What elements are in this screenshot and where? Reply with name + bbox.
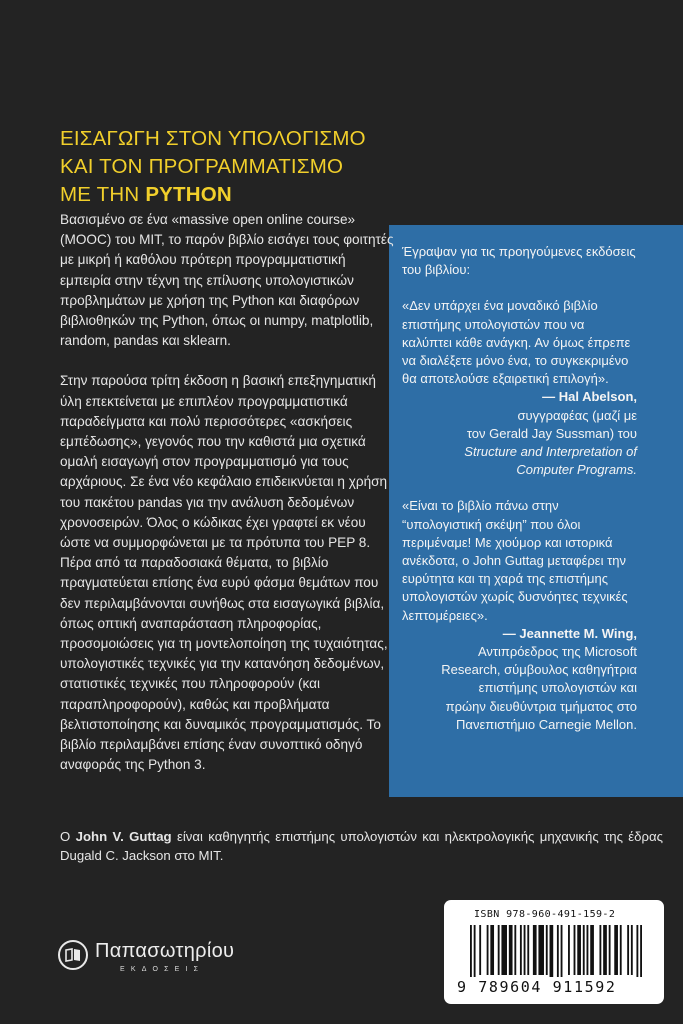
quote-2-text: «Είναι το βιβλίο πάνω στην “υπολογιστική σκέψη” που όλοι περιμέναμε! Με χιούμορ και ιστορικά ανέκδοτα, ο John Guttag μεταφέρει την ευρύτητα και τη χαρά της επιστήμης υπολογιστών χωρίς δυσνόητες τεχνικές λεπτομέρειες». bbox=[402, 498, 628, 623]
description-paragraph-2: Στην παρούσα τρίτη έκδοση η βασική επεξηγηματική ύλη επεκτείνεται με επιπλέον προγραμματιστικά παραδείγματα και πολύ περισσότερες «ασκήσεις εμπέδωσης», γεγονός που την καθιστά μια σχετικά ομαλή εισαγωγή στον προγραμματισμό για τους αρχάριους. Σε ένα νέο κεφάλαιο επιδεικνύεται η χρήση του πακέτου pandas για την ανάλυση δεδομένων χρονοσειρών. Όλος ο κώδικας έχει γραφτεί εκ νέου ώστε να συμμορφώνεται με τα πρότυπα του PEP 8. Πέρα από τα παραδοσιακά θέματα, το βιβλίο πραγματεύεται επίσης ένα ευρύ φάσμα θεμάτων που δεν περιλαμβάνονται συνήθως στα εισαγωγικά βιβλία, όπως οπτική αναπαράσταση πληροφορίας, προσομοιώσεις για τη μοντελοποίηση της τυχαιότητας, υπολογιστικές τεχνικές για την κατανόηση δεδομένων, στατιστικές τεχνικές που πληροφορούν (και παραπληροφορούν), καθώς και προβλήματα βελτιστοποίησης και δυναμικός προγραμματισμός. Το βιβλίο περιλαμβάνει επίσης έναν συνοπτικό οδηγό αναφοράς της Python 3. bbox=[60, 373, 388, 773]
quote-1-book-2: Computer Programs. bbox=[516, 462, 637, 478]
quote-1-role-1: συγγραφέας (μαζί με bbox=[517, 407, 637, 423]
quote-1-attribution bbox=[402, 388, 637, 479]
author-name: John V. Guttag bbox=[75, 829, 172, 844]
quote-2-role-4: πρώην διευθύντρια τμήματος στο bbox=[445, 698, 637, 714]
barcode-icon bbox=[470, 925, 642, 977]
quote-1-role-2: τον Gerald Jay Sussman) του bbox=[466, 425, 637, 441]
quote-2-role-3: επιστήμης υπολογιστών και bbox=[478, 680, 637, 696]
barcode-box bbox=[444, 900, 664, 1004]
quote-2-role-2: Research, σύμβουλος καθηγήτρια bbox=[441, 662, 637, 678]
book-title bbox=[60, 125, 460, 209]
title-line-2: ΚΑΙ ΤΟΝ ΠΡΟΓΡΑΜΜΑΤΙΣΜΟ bbox=[60, 155, 344, 178]
title-line-3: ΜΕ ΤΗΝ PYTHON bbox=[60, 183, 232, 206]
quote-1-author: — Hal Abelson, bbox=[542, 389, 637, 405]
praise-panel bbox=[389, 225, 683, 797]
quote-2-role-5: Πανεπιστήμιο Carnegie Mellon. bbox=[456, 716, 637, 732]
title-line-1: ΕΙΣΑΓΩΓΗ ΣΤΟΝ ΥΠΟΛΟΓΙΣΜΟ bbox=[60, 127, 366, 150]
praise-intro: Έγραψαν για τις προηγούμενες εκδόσεις του βιβλίου: bbox=[402, 244, 636, 278]
isbn-label: ISBN 978-960-491-159-2 bbox=[474, 909, 616, 920]
publisher-name: Παπασωτηρίου bbox=[95, 940, 235, 962]
quote-2-attribution bbox=[402, 625, 637, 734]
quote-2-author: — Jeannette M. Wing, bbox=[502, 625, 637, 641]
book-description bbox=[60, 210, 395, 775]
quote-2-role-1: Αντιπρόεδρος της Microsoft bbox=[477, 644, 637, 660]
publisher-logo bbox=[58, 938, 243, 978]
title-python: PYTHON bbox=[145, 183, 232, 206]
quote-1-text: «Δεν υπάρχει ένα μοναδικό βιβλίο επιστήμης υπολογιστών που να καλύπτει κάθε ανάγκη. Αν όμως έπρεπε να διαλέξετε μόνο ένα, το συγκεκριμένο θα αποτελούσε εξαιρετική επιλογή». bbox=[402, 298, 631, 387]
author-bio: Ο John V. Guttag είναι καθηγητής επιστήμης υπολογιστών και ηλεκτρολογικής μηχανικής της έδρας Dugald C. Jackson στο MIT. bbox=[60, 829, 664, 863]
publisher-subtitle: ΕΚΔΟΣΕΙΣ bbox=[120, 966, 205, 973]
quote-1-book-1: Structure and Interpretation of bbox=[464, 444, 637, 460]
description-paragraph-1: Βασισμένο σε ένα «massive open online course» (MOOC) του MIT, το παρόν βιβλίο εισάγει τους φοιτητές με μικρή ή καθόλου πρότερη προγραμματιστική εμπειρία στην τέχνη της επίλυσης υπολογιστικών προβλημάτων με χρήση της Python και διαφόρων βιβλιοθηκών της Python, όπως οι numpy, matplotlib, random, pandas και sklearn. bbox=[60, 212, 394, 349]
book-circle-icon bbox=[58, 940, 88, 970]
ean-digits: 9 789604 911592 bbox=[457, 978, 617, 996]
